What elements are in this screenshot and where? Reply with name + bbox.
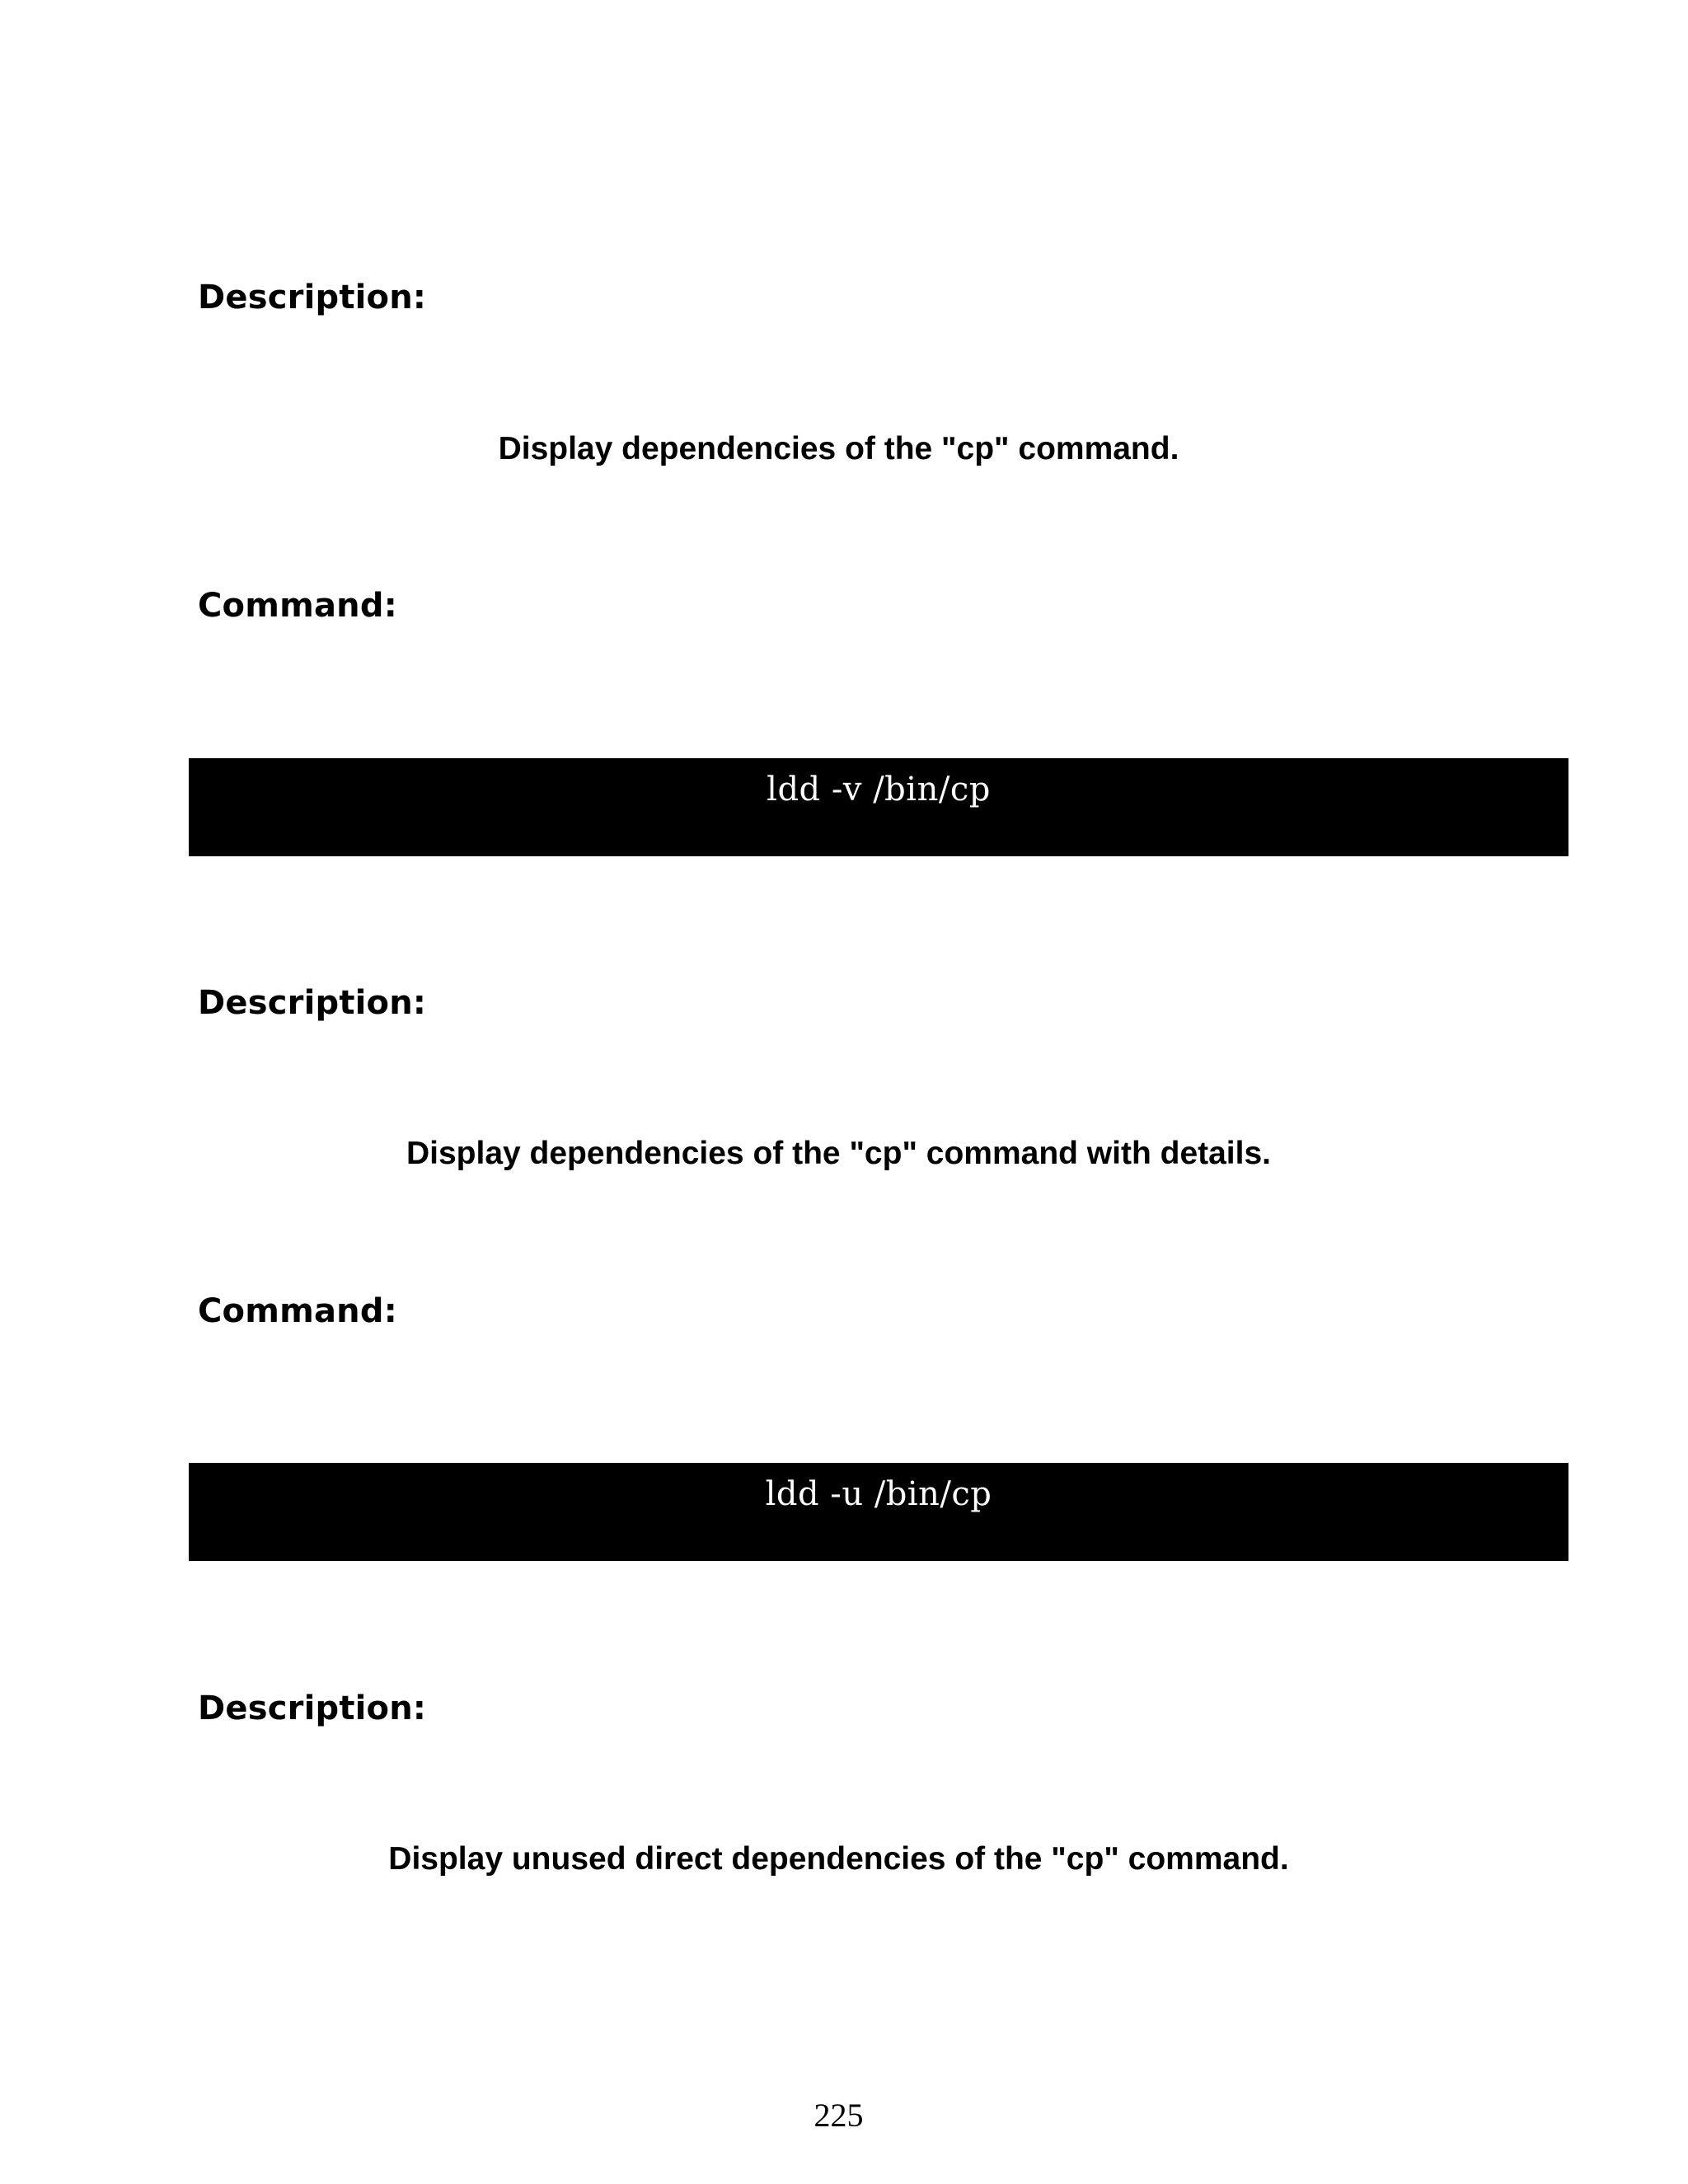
description-text: Display unused direct dependencies of the "cp" command. <box>388 1841 1289 1877</box>
description-text: Display dependencies of the "cp" command with details. <box>406 1136 1272 1171</box>
description-label: Description: <box>198 1690 427 1727</box>
page-number: 225 <box>814 2097 864 2134</box>
description-label: Description: <box>198 279 427 316</box>
command-label: Command: <box>198 587 397 625</box>
command-block <box>189 758 1568 856</box>
description-label: Description: <box>198 984 427 1022</box>
description-text: Display dependencies of the "cp" command. <box>498 431 1179 466</box>
command-label: Command: <box>198 1292 397 1330</box>
command-text: ldd -u /bin/cp <box>765 1475 992 1513</box>
command-text: ldd -v /bin/cp <box>767 771 991 808</box>
command-block <box>189 1463 1568 1561</box>
